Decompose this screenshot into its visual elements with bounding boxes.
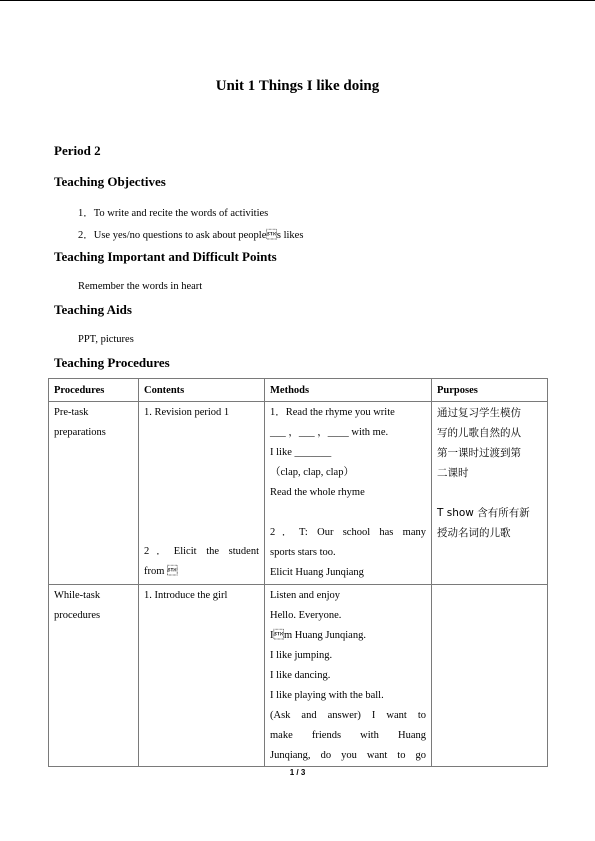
procedure-cell: While-task procedures <box>49 585 139 767</box>
table-row <box>49 585 548 767</box>
objectives-heading: Teaching Objectives <box>54 174 166 189</box>
column-header: Purposes <box>432 379 548 402</box>
contents-cell: 1. Revision period 1 2．Elicit the student from  <box>139 402 265 585</box>
aids-heading: Teaching Aids <box>54 302 132 317</box>
page-number: 1 / 3 <box>289 768 306 777</box>
important-points-heading: Teaching Important and Difficult Points <box>54 249 277 264</box>
column-header: Procedures <box>49 379 139 402</box>
procedures-table <box>48 378 548 767</box>
table-header-row <box>49 379 548 402</box>
purposes-cell <box>432 585 548 767</box>
important-points-text: Remember the words in heart <box>78 281 203 292</box>
purposes-cell: 通过复习学生模仿 写的儿歌自然的从 第一课时过渡到第 二课时 T show 含有所有新 授动名词的儿歌 <box>432 402 548 585</box>
procedures-heading: Teaching Procedures <box>54 355 170 370</box>
aids-text: PPT, pictures <box>78 334 134 345</box>
column-header: Methods <box>265 379 432 402</box>
methods-cell: 1．Read the rhyme you write ___ ，___ ，____ with me. I like _______ （clap, clap, clap） Read the whole rhyme 2．T: Our school has many sports stars too. Elicit Huang Junqiang <box>265 402 432 585</box>
objective-item-2: 2．Use yes/no questions to ask about peoples likes <box>78 230 304 241</box>
column-header: Contents <box>139 379 265 402</box>
procedure-cell: Pre-task preparations <box>49 402 139 585</box>
contents-cell: 1. Introduce the girl <box>139 585 265 767</box>
table-row <box>49 402 548 585</box>
page-title: Unit 1 Things I like doing <box>215 78 380 94</box>
period-heading: Period 2 <box>54 143 101 158</box>
top-rule <box>0 0 595 1</box>
methods-cell: Listen and enjoy Hello. Everyone. Im Huang Junqiang. I like jumping. I like dancing. I like playing with the ball. (Ask and answer) I want to make friends with Huang Junqiang, do you want to go <box>265 585 432 767</box>
objective-item-1: 1．To write and recite the words of activities <box>78 208 269 219</box>
